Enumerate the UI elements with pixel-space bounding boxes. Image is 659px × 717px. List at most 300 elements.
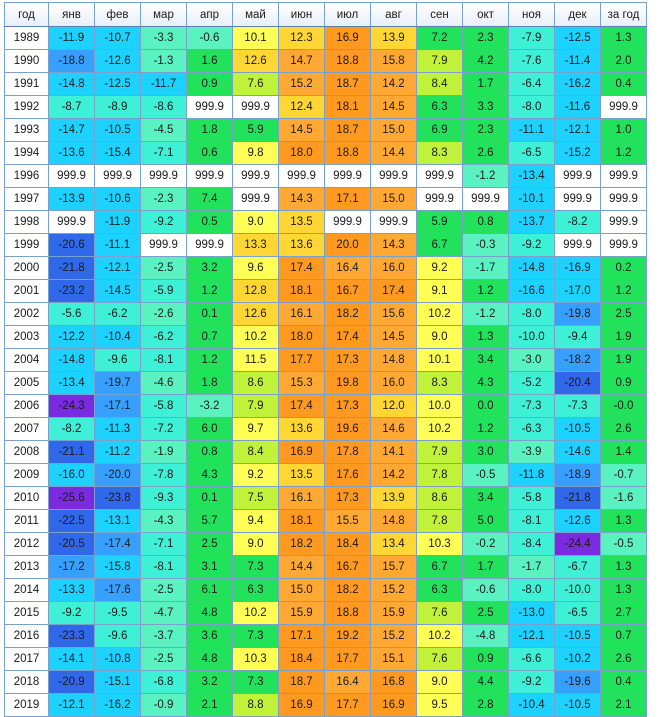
table-row <box>5 211 647 234</box>
value-cell: 9.1 <box>417 280 463 303</box>
value-cell: 14.2 <box>371 464 417 487</box>
value-cell: 10.2 <box>233 326 279 349</box>
value-cell: 1.2 <box>463 280 509 303</box>
value-cell: 19.8 <box>325 372 371 395</box>
header-col-5: май <box>233 3 279 27</box>
value-cell: 9.8 <box>233 142 279 165</box>
table-row <box>5 694 647 717</box>
value-cell: 3.2 <box>187 671 233 694</box>
value-cell: 6.7 <box>417 234 463 257</box>
year-cell: 2005 <box>5 372 49 395</box>
year-cell: 2003 <box>5 326 49 349</box>
value-cell: -10.1 <box>509 188 555 211</box>
value-cell: 15.9 <box>371 602 417 625</box>
value-cell: 2.0 <box>601 50 647 73</box>
table-header-row <box>5 3 647 27</box>
header-col-7: июл <box>325 3 371 27</box>
table-row <box>5 142 647 165</box>
value-cell: 999.9 <box>233 188 279 211</box>
monthly-temperature-table <box>4 2 647 717</box>
table-row <box>5 326 647 349</box>
value-cell: -1.7 <box>509 556 555 579</box>
value-cell: -6.2 <box>95 303 141 326</box>
header-col-13: за год <box>601 3 647 27</box>
value-cell: 7.9 <box>417 441 463 464</box>
value-cell: 15.5 <box>325 510 371 533</box>
value-cell: 3.4 <box>463 349 509 372</box>
value-cell: 10.3 <box>233 648 279 671</box>
value-cell: -4.8 <box>463 625 509 648</box>
year-cell: 2004 <box>5 349 49 372</box>
value-cell: 4.3 <box>463 372 509 395</box>
header-col-8: авг <box>371 3 417 27</box>
value-cell: -1.6 <box>601 487 647 510</box>
value-cell: -8.1 <box>141 556 187 579</box>
table-row <box>5 625 647 648</box>
header-col-2: фев <box>95 3 141 27</box>
value-cell: -16.2 <box>95 694 141 717</box>
value-cell: 8.8 <box>233 694 279 717</box>
value-cell: 15.3 <box>279 372 325 395</box>
value-cell: 1.2 <box>463 418 509 441</box>
value-cell: -11.9 <box>95 211 141 234</box>
value-cell: 15.0 <box>279 579 325 602</box>
value-cell: -10.4 <box>95 326 141 349</box>
value-cell: 999.9 <box>555 234 601 257</box>
value-cell: -8.0 <box>509 579 555 602</box>
value-cell: 1.2 <box>187 349 233 372</box>
value-cell: 7.2 <box>417 27 463 50</box>
value-cell: -16.6 <box>509 280 555 303</box>
value-cell: 2.7 <box>601 602 647 625</box>
value-cell: -8.2 <box>555 211 601 234</box>
value-cell: 8.3 <box>417 142 463 165</box>
value-cell: 1.2 <box>601 142 647 165</box>
value-cell: 14.5 <box>371 96 417 119</box>
value-cell: 2.6 <box>601 418 647 441</box>
value-cell: -23.8 <box>95 487 141 510</box>
value-cell: 3.1 <box>187 556 233 579</box>
value-cell: -20.5 <box>49 533 95 556</box>
value-cell: 999.9 <box>233 96 279 119</box>
value-cell: -11.6 <box>555 96 601 119</box>
table-row <box>5 165 647 188</box>
value-cell: 7.6 <box>417 602 463 625</box>
value-cell: -7.1 <box>141 533 187 556</box>
value-cell: -17.1 <box>95 395 141 418</box>
value-cell: 10.2 <box>417 418 463 441</box>
value-cell: 999.9 <box>279 165 325 188</box>
year-cell: 2009 <box>5 464 49 487</box>
value-cell: 12.6 <box>233 50 279 73</box>
value-cell: 9.0 <box>233 211 279 234</box>
value-cell: 0.9 <box>187 73 233 96</box>
value-cell: 12.0 <box>371 395 417 418</box>
table-row <box>5 602 647 625</box>
value-cell: -6.5 <box>509 142 555 165</box>
table-row <box>5 234 647 257</box>
value-cell: 1.3 <box>601 510 647 533</box>
value-cell: 14.4 <box>371 142 417 165</box>
value-cell: 15.0 <box>371 188 417 211</box>
value-cell: -3.0 <box>509 349 555 372</box>
value-cell: -10.5 <box>555 694 601 717</box>
value-cell: -6.2 <box>141 326 187 349</box>
value-cell: 6.3 <box>233 579 279 602</box>
value-cell: 17.4 <box>279 395 325 418</box>
value-cell: 16.4 <box>325 671 371 694</box>
value-cell: 14.3 <box>279 188 325 211</box>
table-row <box>5 280 647 303</box>
year-cell: 2011 <box>5 510 49 533</box>
value-cell: 17.4 <box>279 257 325 280</box>
value-cell: -13.0 <box>509 602 555 625</box>
value-cell: 17.7 <box>279 349 325 372</box>
value-cell: 9.6 <box>233 257 279 280</box>
value-cell: 0.6 <box>187 142 233 165</box>
value-cell: -10.5 <box>555 625 601 648</box>
value-cell: 7.9 <box>417 50 463 73</box>
header-col-1: янв <box>49 3 95 27</box>
value-cell: 16.1 <box>279 487 325 510</box>
value-cell: 999.9 <box>371 165 417 188</box>
value-cell: 2.3 <box>463 119 509 142</box>
header-col-10: окт <box>463 3 509 27</box>
value-cell: 15.2 <box>279 73 325 96</box>
value-cell: -6.4 <box>509 73 555 96</box>
value-cell: 18.8 <box>325 50 371 73</box>
table-row <box>5 556 647 579</box>
value-cell: -6.8 <box>141 671 187 694</box>
value-cell: 999.9 <box>601 96 647 119</box>
value-cell: 16.7 <box>325 280 371 303</box>
value-cell: -12.6 <box>555 510 601 533</box>
value-cell: -20.0 <box>95 464 141 487</box>
table-row <box>5 372 647 395</box>
value-cell: -8.2 <box>49 418 95 441</box>
value-cell: -18.8 <box>49 50 95 73</box>
value-cell: -17.4 <box>95 533 141 556</box>
value-cell: 4.8 <box>187 648 233 671</box>
value-cell: 999.9 <box>601 211 647 234</box>
table-row <box>5 73 647 96</box>
value-cell: 15.2 <box>371 579 417 602</box>
value-cell: 18.7 <box>325 73 371 96</box>
year-cell: 1997 <box>5 188 49 211</box>
year-cell: 2010 <box>5 487 49 510</box>
value-cell: 999.9 <box>49 211 95 234</box>
value-cell: -11.7 <box>141 73 187 96</box>
value-cell: 18.2 <box>279 533 325 556</box>
value-cell: -1.9 <box>141 441 187 464</box>
value-cell: 13.6 <box>279 418 325 441</box>
value-cell: -11.9 <box>49 27 95 50</box>
value-cell: 16.9 <box>279 441 325 464</box>
table-row <box>5 349 647 372</box>
value-cell: 7.3 <box>233 625 279 648</box>
value-cell: -10.0 <box>555 579 601 602</box>
value-cell: 2.1 <box>601 694 647 717</box>
value-cell: -12.1 <box>95 257 141 280</box>
value-cell: -10.2 <box>555 648 601 671</box>
table-row <box>5 418 647 441</box>
value-cell: 9.2 <box>417 257 463 280</box>
value-cell: 14.5 <box>371 326 417 349</box>
value-cell: 14.7 <box>279 50 325 73</box>
header-col-12: дек <box>555 3 601 27</box>
value-cell: 17.7 <box>325 694 371 717</box>
value-cell: -23.3 <box>49 625 95 648</box>
value-cell: 17.4 <box>371 280 417 303</box>
value-cell: 14.8 <box>371 349 417 372</box>
value-cell: 1.8 <box>187 372 233 395</box>
value-cell: -11.4 <box>555 50 601 73</box>
year-cell: 2000 <box>5 257 49 280</box>
value-cell: -7.3 <box>555 395 601 418</box>
value-cell: 13.6 <box>279 234 325 257</box>
value-cell: 3.4 <box>463 487 509 510</box>
value-cell: 10.2 <box>417 303 463 326</box>
value-cell: 15.7 <box>371 556 417 579</box>
value-cell: 13.4 <box>371 533 417 556</box>
table-body <box>5 27 647 717</box>
value-cell: 17.6 <box>325 464 371 487</box>
value-cell: -7.9 <box>509 27 555 50</box>
value-cell: 7.3 <box>233 671 279 694</box>
year-cell: 1996 <box>5 165 49 188</box>
value-cell: 7.6 <box>417 648 463 671</box>
table-row <box>5 27 647 50</box>
value-cell: -8.7 <box>49 96 95 119</box>
value-cell: 999.9 <box>371 211 417 234</box>
value-cell: -8.6 <box>141 96 187 119</box>
value-cell: 7.4 <box>187 188 233 211</box>
value-cell: 0.4 <box>601 73 647 96</box>
value-cell: 1.7 <box>463 73 509 96</box>
value-cell: 7.3 <box>233 556 279 579</box>
value-cell: -13.4 <box>509 165 555 188</box>
value-cell: 999.9 <box>187 234 233 257</box>
value-cell: 12.3 <box>279 27 325 50</box>
value-cell: -0.5 <box>463 464 509 487</box>
value-cell: 2.6 <box>601 648 647 671</box>
year-cell: 1990 <box>5 50 49 73</box>
value-cell: 15.1 <box>371 648 417 671</box>
header-col-11: ноя <box>509 3 555 27</box>
year-cell: 2012 <box>5 533 49 556</box>
value-cell: -3.9 <box>509 441 555 464</box>
value-cell: 1.9 <box>601 349 647 372</box>
value-cell: 4.8 <box>187 602 233 625</box>
table-row <box>5 119 647 142</box>
value-cell: -10.0 <box>509 326 555 349</box>
value-cell: 7.9 <box>233 395 279 418</box>
year-cell: 1991 <box>5 73 49 96</box>
value-cell: -25.6 <box>49 487 95 510</box>
table-row <box>5 395 647 418</box>
year-cell: 2019 <box>5 694 49 717</box>
value-cell: 4.2 <box>463 50 509 73</box>
value-cell: -1.2 <box>463 165 509 188</box>
value-cell: 999.9 <box>417 188 463 211</box>
value-cell: 10.1 <box>417 349 463 372</box>
value-cell: 6.3 <box>417 579 463 602</box>
year-cell: 2006 <box>5 395 49 418</box>
value-cell: 1.3 <box>463 326 509 349</box>
value-cell: -6.5 <box>555 602 601 625</box>
value-cell: -3.3 <box>141 27 187 50</box>
value-cell: -9.2 <box>49 602 95 625</box>
value-cell: -24.4 <box>555 533 601 556</box>
value-cell: 999.9 <box>325 165 371 188</box>
value-cell: -13.6 <box>49 142 95 165</box>
value-cell: 10.2 <box>417 625 463 648</box>
value-cell: -9.5 <box>95 602 141 625</box>
value-cell: 4.3 <box>187 464 233 487</box>
year-cell: 1989 <box>5 27 49 50</box>
value-cell: 0.4 <box>601 671 647 694</box>
value-cell: 0.5 <box>187 211 233 234</box>
value-cell: 999.9 <box>141 234 187 257</box>
value-cell: 0.9 <box>601 372 647 395</box>
value-cell: -0.9 <box>141 694 187 717</box>
value-cell: -2.3 <box>141 188 187 211</box>
value-cell: 10.3 <box>417 533 463 556</box>
value-cell: -14.6 <box>555 441 601 464</box>
value-cell: -10.6 <box>95 188 141 211</box>
value-cell: 18.1 <box>325 96 371 119</box>
value-cell: 6.3 <box>417 96 463 119</box>
value-cell: 0.7 <box>187 326 233 349</box>
value-cell: 1.8 <box>187 119 233 142</box>
header-col-6: июн <box>279 3 325 27</box>
value-cell: 16.4 <box>325 257 371 280</box>
value-cell: -8.0 <box>509 96 555 119</box>
value-cell: -5.6 <box>49 303 95 326</box>
value-cell: 6.0 <box>187 418 233 441</box>
header-col-4: апр <box>187 3 233 27</box>
value-cell: 18.1 <box>279 280 325 303</box>
year-cell: 2014 <box>5 579 49 602</box>
value-cell: -6.6 <box>509 648 555 671</box>
value-cell: 19.2 <box>325 625 371 648</box>
value-cell: 16.0 <box>371 257 417 280</box>
value-cell: -4.7 <box>141 602 187 625</box>
value-cell: -9.2 <box>509 671 555 694</box>
value-cell: -19.8 <box>555 303 601 326</box>
value-cell: 1.3 <box>601 579 647 602</box>
value-cell: -9.3 <box>141 487 187 510</box>
table-row <box>5 464 647 487</box>
value-cell: -21.1 <box>49 441 95 464</box>
table-row <box>5 50 647 73</box>
value-cell: -8.1 <box>509 510 555 533</box>
year-cell: 1999 <box>5 234 49 257</box>
table-row <box>5 648 647 671</box>
value-cell: 14.8 <box>371 510 417 533</box>
value-cell: -20.9 <box>49 671 95 694</box>
value-cell: -2.5 <box>141 579 187 602</box>
value-cell: 13.9 <box>371 487 417 510</box>
value-cell: -7.2 <box>141 418 187 441</box>
value-cell: 14.3 <box>371 234 417 257</box>
value-cell: 5.7 <box>187 510 233 533</box>
value-cell: 999.9 <box>325 211 371 234</box>
value-cell: 9.2 <box>233 464 279 487</box>
value-cell: -11.1 <box>95 234 141 257</box>
value-cell: 18.4 <box>325 533 371 556</box>
value-cell: 999.9 <box>141 165 187 188</box>
value-cell: -16.2 <box>555 73 601 96</box>
value-cell: -9.2 <box>509 234 555 257</box>
header-col-3: мар <box>141 3 187 27</box>
value-cell: 999.9 <box>187 96 233 119</box>
value-cell: 14.1 <box>371 441 417 464</box>
value-cell: 999.9 <box>601 188 647 211</box>
value-cell: -19.6 <box>555 671 601 694</box>
year-cell: 2013 <box>5 556 49 579</box>
value-cell: -9.6 <box>95 349 141 372</box>
value-cell: -0.0 <box>601 395 647 418</box>
value-cell: 18.8 <box>325 602 371 625</box>
value-cell: 17.3 <box>325 349 371 372</box>
value-cell: 2.3 <box>463 27 509 50</box>
value-cell: 9.0 <box>417 671 463 694</box>
value-cell: 999.9 <box>95 165 141 188</box>
value-cell: -9.2 <box>141 211 187 234</box>
value-cell: -16.0 <box>49 464 95 487</box>
value-cell: -20.6 <box>49 234 95 257</box>
value-cell: -18.2 <box>555 349 601 372</box>
value-cell: -0.7 <box>601 464 647 487</box>
value-cell: 18.7 <box>325 119 371 142</box>
value-cell: 5.9 <box>417 211 463 234</box>
value-cell: 1.7 <box>463 556 509 579</box>
value-cell: -7.6 <box>509 50 555 73</box>
value-cell: -17.6 <box>95 579 141 602</box>
value-cell: 2.6 <box>463 142 509 165</box>
value-cell: 18.7 <box>279 671 325 694</box>
value-cell: 19.6 <box>325 418 371 441</box>
value-cell: -9.6 <box>95 625 141 648</box>
value-cell: 13.5 <box>279 211 325 234</box>
value-cell: 9.4 <box>233 510 279 533</box>
value-cell: 15.6 <box>371 303 417 326</box>
value-cell: -9.4 <box>555 326 601 349</box>
value-cell: -13.3 <box>49 579 95 602</box>
table-row <box>5 533 647 556</box>
value-cell: 17.3 <box>325 395 371 418</box>
value-cell: -5.8 <box>509 487 555 510</box>
value-cell: 16.7 <box>325 556 371 579</box>
table-row <box>5 188 647 211</box>
value-cell: 15.9 <box>279 602 325 625</box>
value-cell: -10.7 <box>95 27 141 50</box>
value-cell: -15.4 <box>95 142 141 165</box>
value-cell: -16.9 <box>555 257 601 280</box>
value-cell: 1.3 <box>601 27 647 50</box>
table-row <box>5 96 647 119</box>
value-cell: 13.9 <box>371 27 417 50</box>
value-cell: -13.9 <box>49 188 95 211</box>
value-cell: -10.8 <box>95 648 141 671</box>
table-row <box>5 487 647 510</box>
value-cell: -17.0 <box>555 280 601 303</box>
year-cell: 2016 <box>5 625 49 648</box>
value-cell: -24.3 <box>49 395 95 418</box>
value-cell: 12.8 <box>233 280 279 303</box>
value-cell: 3.3 <box>463 96 509 119</box>
